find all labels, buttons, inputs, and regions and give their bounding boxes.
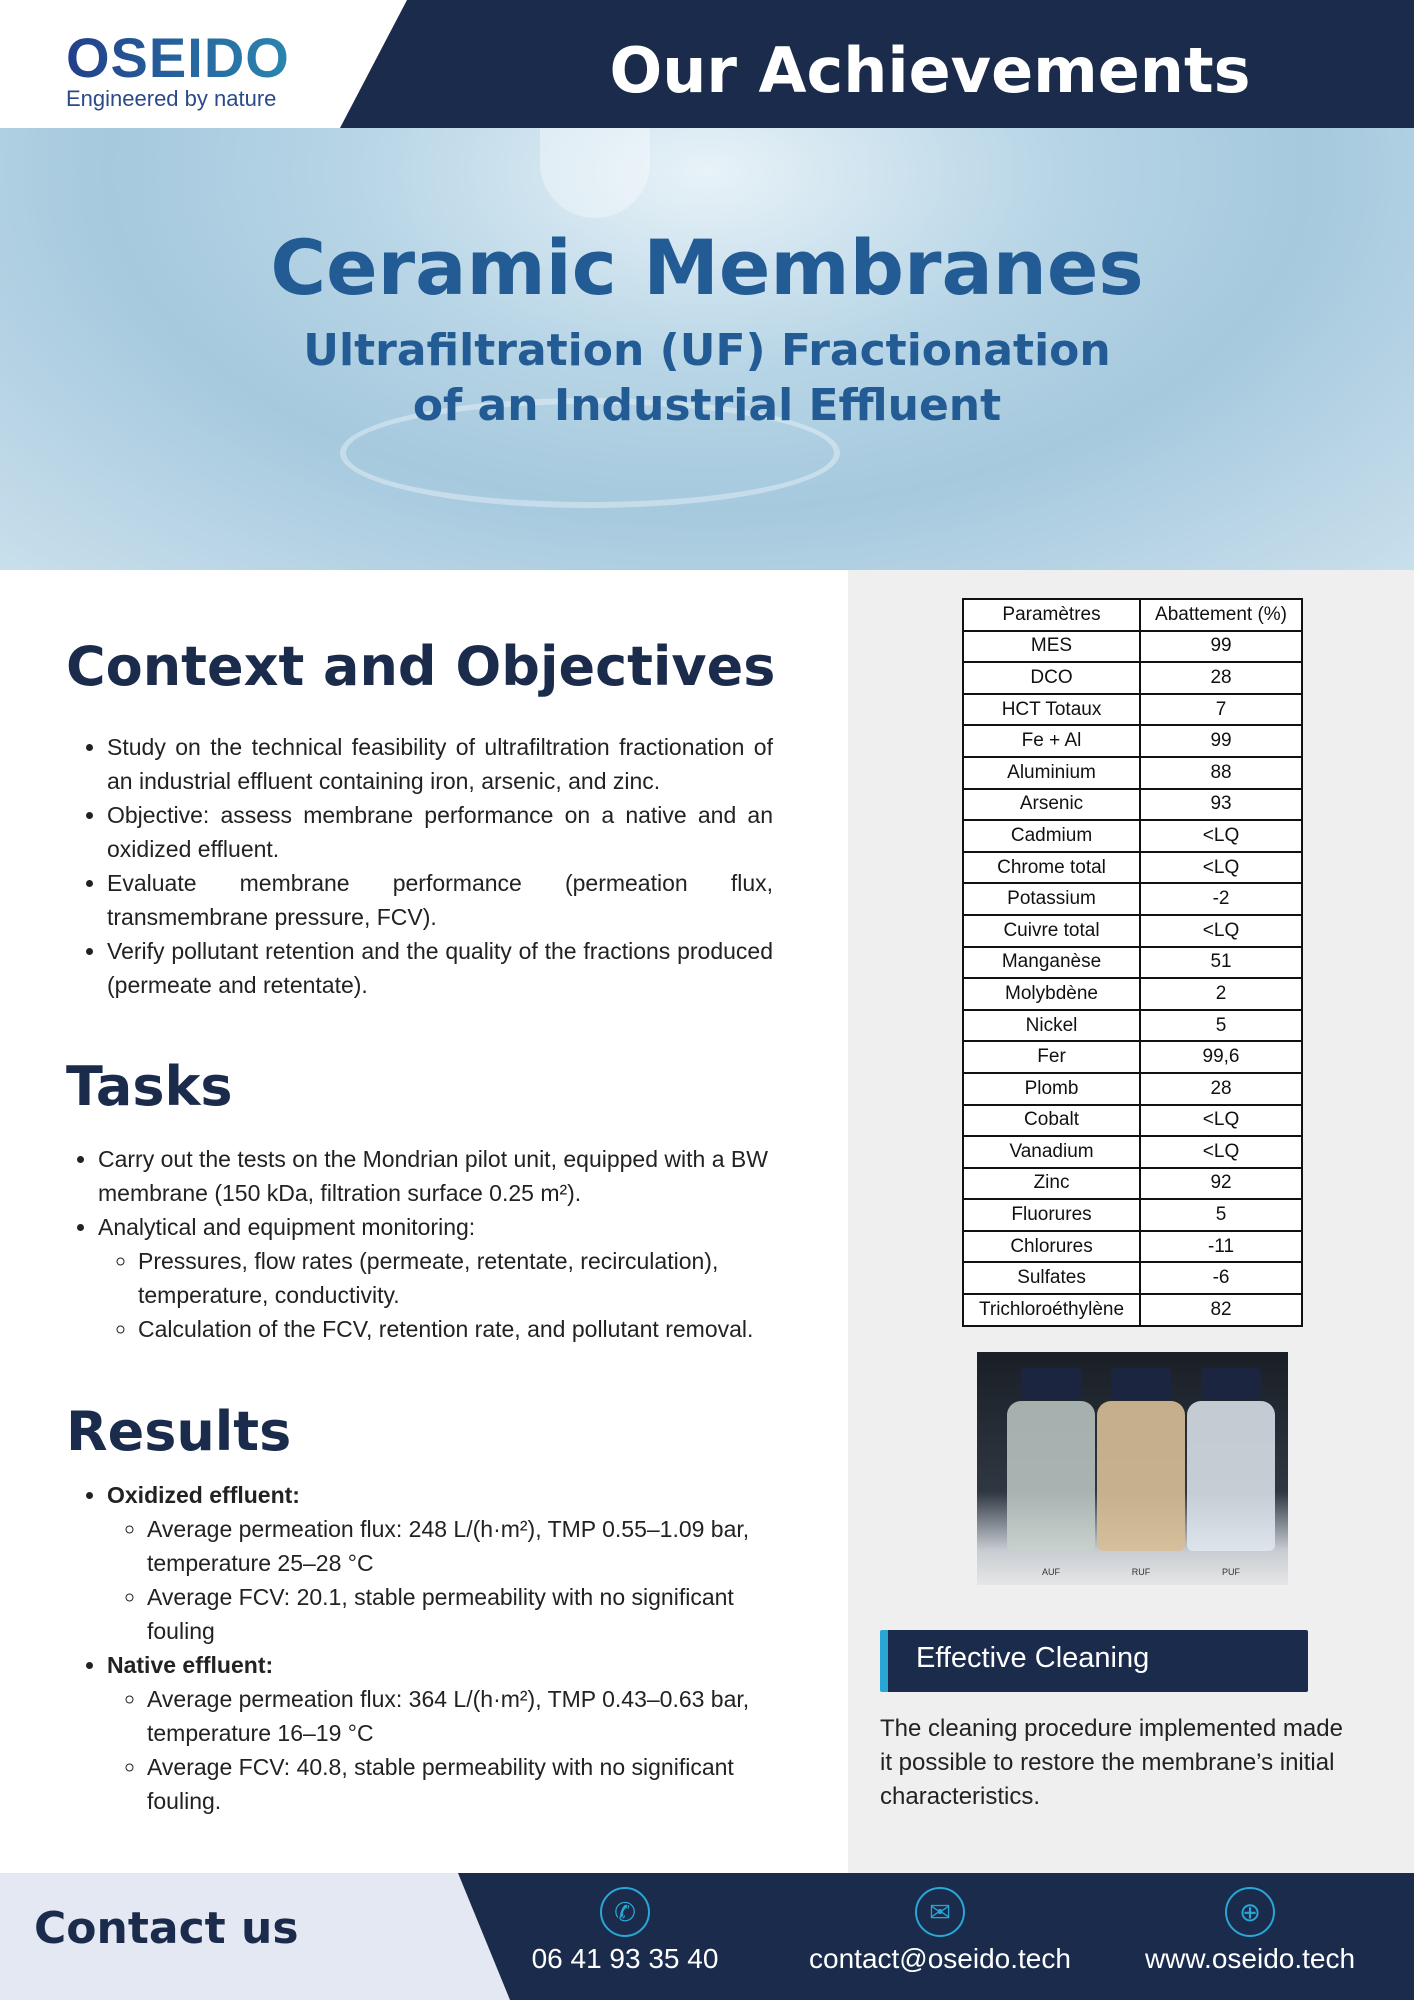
parameter-cell: Chlorures [963, 1231, 1140, 1263]
phone-number: 06 41 93 35 40 [531, 1943, 719, 1974]
column-header: Abattement (%) [1140, 599, 1302, 631]
table-row [963, 631, 1302, 663]
abatement-cell: <LQ [1140, 852, 1302, 884]
parameter-cell: HCT Totaux [963, 694, 1140, 726]
globe-icon: ⊕ [1225, 1887, 1275, 1937]
tasks-list [66, 1142, 826, 1346]
table-row [963, 1136, 1302, 1168]
list-item: • Verify pollutant retention and the quality of the fractions produced (permeate and retentate). [107, 934, 773, 1002]
table-row [963, 1231, 1302, 1263]
abatement-cell: 7 [1140, 694, 1302, 726]
results-list [75, 1478, 795, 1818]
subtitle-line-2: of an Industrial Effluent [412, 380, 1002, 431]
list-item: • Objective: assess membrane performance on a native and an oxidized effluent. [107, 798, 773, 866]
native-label: Native effluent: [107, 1652, 274, 1678]
page-title: Ceramic Membranes [270, 223, 1144, 312]
table-row [963, 978, 1302, 1010]
parameter-cell: Cobalt [963, 1105, 1140, 1137]
bottle-ruf [1097, 1401, 1185, 1551]
abatement-cell: 51 [1140, 947, 1302, 979]
table-row [963, 662, 1302, 694]
abatement-cell: 99,6 [1140, 1041, 1302, 1073]
abatement-cell: 88 [1140, 757, 1302, 789]
list-item: • Study on the technical feasibility of ultrafiltration fractionation of an industrial effluent containing iron, arsenic, and zinc. [107, 730, 773, 798]
parameter-cell: Fluorures [963, 1199, 1140, 1231]
sample-bottles-photo [977, 1352, 1288, 1585]
parameter-cell: Trichloroéthylène [963, 1294, 1140, 1326]
hero [0, 128, 1414, 570]
main-content [0, 570, 848, 1873]
table-row [963, 1168, 1302, 1200]
list-item [98, 1210, 826, 1346]
list-item: • Carry out the tests on the Mondrian pilot unit, equipped with a BW membrane (150 kDa, filtration surface 0.25 m²). [98, 1142, 826, 1210]
website-contact[interactable] [1100, 1887, 1400, 1975]
tasks-heading: Tasks [66, 1055, 233, 1118]
table-row [963, 947, 1302, 979]
list-item-text: Analytical and equipment monitoring: [98, 1214, 476, 1240]
parameter-cell: Aluminium [963, 757, 1140, 789]
sub-list-item: ◦ Average FCV: 40.8, stable permeability with no significant fouling. [147, 1750, 795, 1818]
bottle-label: RUF [1131, 1567, 1151, 1577]
water-drop-image [540, 128, 650, 218]
abatement-cell: -6 [1140, 1262, 1302, 1294]
email-address: contact@oseido.tech [809, 1943, 1071, 1974]
cleaning-text: The cleaning procedure implemented made it possible to restore the membrane’s initial characteristics. [880, 1715, 1343, 1810]
table-row [963, 1294, 1302, 1326]
table-row [963, 1105, 1302, 1137]
table-row [963, 757, 1302, 789]
table-row [963, 820, 1302, 852]
parameter-cell: Nickel [963, 1010, 1140, 1042]
sub-list-item: ◦ Average permeation flux: 364 L/(h·m²), TMP 0.43–0.63 bar, temperature 16–19 °C [147, 1682, 795, 1750]
list-item [107, 1478, 795, 1648]
table-row [963, 694, 1302, 726]
table-row [963, 789, 1302, 821]
table-row [963, 1262, 1302, 1294]
parameter-cell: Cuivre total [963, 915, 1140, 947]
abatement-cell: <LQ [1140, 820, 1302, 852]
parameter-cell: Chrome total [963, 852, 1140, 884]
abatement-cell: -2 [1140, 883, 1302, 915]
sub-list-item: ◦ Average FCV: 20.1, stable permeability with no significant fouling [147, 1580, 795, 1648]
website-url: www.oseido.tech [1144, 1943, 1356, 1974]
table-row [963, 1010, 1302, 1042]
abatement-table [962, 598, 1303, 1327]
oxidized-label: Oxidized effluent: [107, 1482, 300, 1508]
bottle-label: AUF [1042, 1567, 1060, 1577]
parameter-cell: Molybdène [963, 978, 1140, 1010]
logo[interactable] [66, 26, 290, 112]
bottle-puf [1187, 1401, 1275, 1551]
phone-contact[interactable] [475, 1887, 775, 1975]
parameter-cell: Sulfates [963, 1262, 1140, 1294]
parameter-cell: Cadmium [963, 820, 1140, 852]
abatement-cell: 99 [1140, 631, 1302, 663]
abatement-cell: 2 [1140, 978, 1302, 1010]
parameter-cell: Fer [963, 1041, 1140, 1073]
parameter-cell: MES [963, 631, 1140, 663]
parameter-cell: Plomb [963, 1073, 1140, 1105]
email-contact[interactable] [790, 1887, 1090, 1975]
bottle-label: PUF [1222, 1567, 1240, 1577]
bottle-auf [1007, 1401, 1095, 1551]
abatement-cell: 5 [1140, 1199, 1302, 1231]
context-heading: Context and Objectives [66, 635, 776, 698]
table-row [963, 883, 1302, 915]
abatement-cell: 92 [1140, 1168, 1302, 1200]
sub-list-item: ◦ Average permeation flux: 248 L/(h·m²), TMP 0.55–1.09 bar, temperature 25–28 °C [147, 1512, 795, 1580]
sub-list-item: ◦ Calculation of the FCV, retention rate, and pollutant removal. [138, 1312, 826, 1346]
page-subtitle [0, 323, 1414, 433]
abatement-cell: 5 [1140, 1010, 1302, 1042]
abatement-cell: <LQ [1140, 915, 1302, 947]
abatement-cell: -11 [1140, 1231, 1302, 1263]
subtitle-line-1: Ultrafiltration (UF) Fractionation [303, 325, 1111, 376]
abatement-cell: 99 [1140, 725, 1302, 757]
phone-icon: ✆ [600, 1887, 650, 1937]
parameter-cell: Manganèse [963, 947, 1140, 979]
results-heading: Results [66, 1400, 292, 1463]
logo-tagline: Engineered by nature [66, 86, 277, 111]
cleaning-title: Effective Cleaning [880, 1630, 1308, 1692]
table-row [963, 852, 1302, 884]
abatement-cell: 28 [1140, 662, 1302, 694]
abatement-cell: 28 [1140, 1073, 1302, 1105]
abatement-cell: 93 [1140, 789, 1302, 821]
context-list [75, 730, 773, 1002]
bottle-cap [1111, 1368, 1171, 1400]
header [0, 0, 1414, 128]
sub-list-item: ◦ Pressures, flow rates (permeate, retentate, recirculation), temperature, conductivity. [138, 1244, 826, 1312]
table-header-row [963, 599, 1302, 631]
parameter-cell: Vanadium [963, 1136, 1140, 1168]
header-title: Our Achievements [609, 34, 1251, 107]
bottle-cap [1201, 1368, 1261, 1400]
logo-brand: OSEIDO [66, 26, 290, 89]
table-row [963, 725, 1302, 757]
parameter-cell: Arsenic [963, 789, 1140, 821]
footer [0, 1873, 1414, 2000]
table-row [963, 1199, 1302, 1231]
parameter-cell: Potassium [963, 883, 1140, 915]
contact-heading: Contact us [34, 1903, 299, 1954]
abatement-cell: <LQ [1140, 1105, 1302, 1137]
mail-icon: ✉ [915, 1887, 965, 1937]
abatement-cell: <LQ [1140, 1136, 1302, 1168]
parameter-cell: Fe + Al [963, 725, 1140, 757]
table-row [963, 1073, 1302, 1105]
parameter-cell: Zinc [963, 1168, 1140, 1200]
table-row [963, 1041, 1302, 1073]
list-item [107, 1648, 795, 1818]
list-item: • Evaluate membrane performance (permeation flux, transmembrane pressure, FCV). [107, 866, 773, 934]
parameter-cell: DCO [963, 662, 1140, 694]
table-row [963, 915, 1302, 947]
abatement-cell: 82 [1140, 1294, 1302, 1326]
bottle-cap [1021, 1368, 1081, 1400]
column-header: Paramètres [963, 599, 1140, 631]
